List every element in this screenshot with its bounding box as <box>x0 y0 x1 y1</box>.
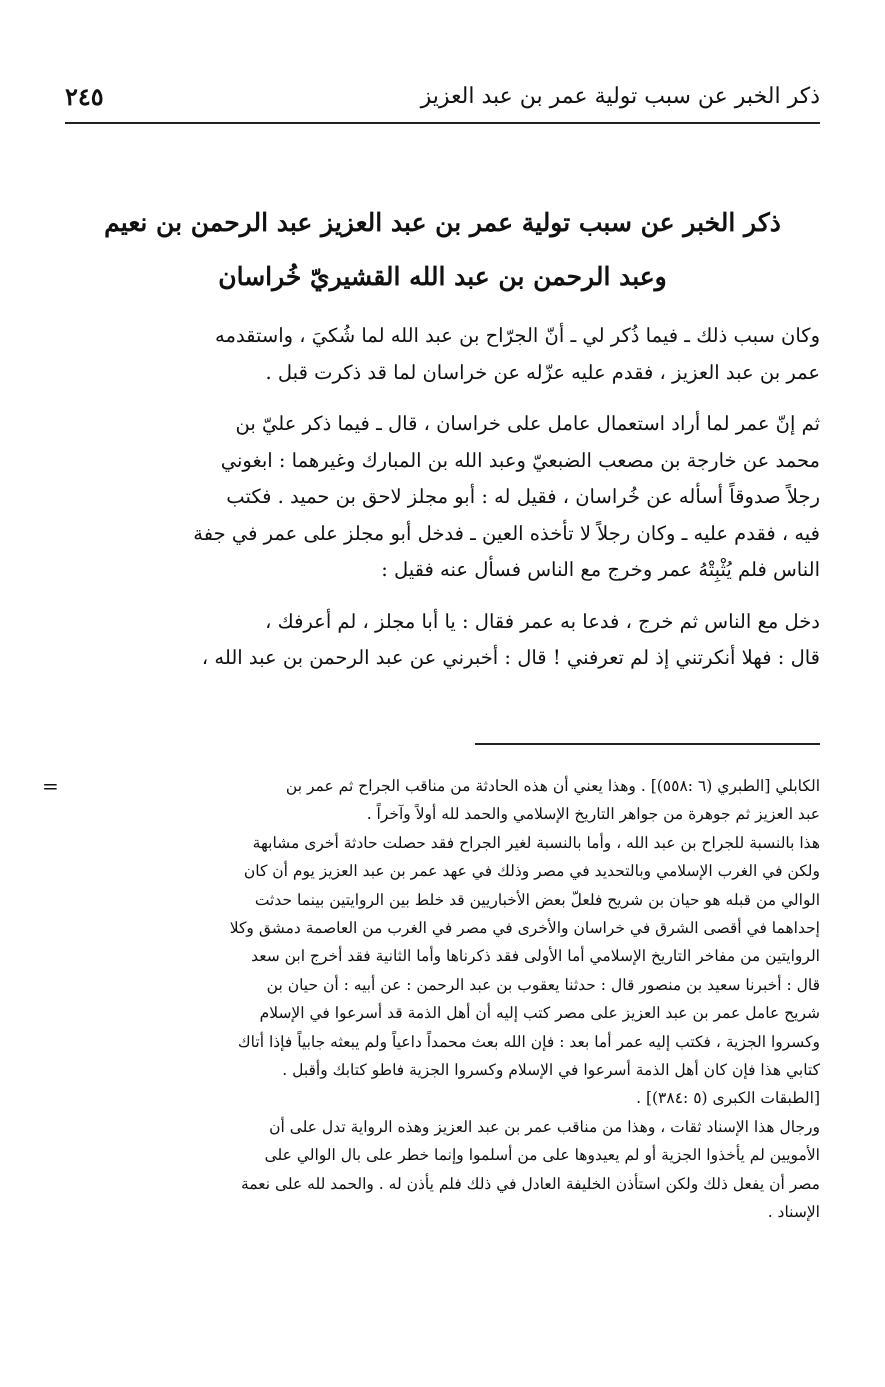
page-header <box>65 80 820 122</box>
text-line: الناس فلم يُثْبِتْهُ عمر وخرج مع الناس فسأل عنه فقيل : <box>381 558 820 581</box>
footnote-line: إحداهما في أقصى الشرق في خراسان والأخرى في مصر في الغرب من العاصمة دمشق وكلا <box>229 919 820 938</box>
footnote-line: الكابلي [الطبري (٦ :٥٥٨)] . وهذا يعني أن هذه الحادثة من مناقب الجراح ثم عمر بن <box>285 777 820 795</box>
footnote-line: هذا بالنسبة للجراح بن عبد الله ، وأما بالنسبة لغير الجراح فقد حصلت حادثة أخرى مشابهة <box>252 833 820 852</box>
header-rule <box>65 122 820 124</box>
footnote-line: قال : أخبرنا سعيد بن منصور قال : حدثنا يعقوب بن عبد الرحمن : عن أبيه : أن حيان بن <box>266 975 820 994</box>
text-line: وكان سبب ذلك ـ فيما ذُكر لي ـ أنّ الجرّاح بن عبد الله لما شُكيَ ، واستقدمه <box>215 324 820 347</box>
footnote-paragraph-2 <box>65 829 820 1113</box>
footnote-line: الوالي من قبله هو حيان بن شريح فلعلّ بعض الأخباريين قد خلط بين الروايتين بينما حدثت <box>254 890 820 909</box>
paragraph-3 <box>65 604 820 677</box>
footnote-continuation-mark: = <box>42 774 59 798</box>
text-line: رجلاً صدوقاً أسأله عن خُراسان ، فقيل له : أبو مجلز لاحق بن حميد . فكتب <box>226 485 820 508</box>
footnote-paragraph-1 <box>65 772 820 829</box>
paragraph-2 <box>65 406 820 589</box>
footnotes <box>65 772 820 1227</box>
footnote-line: كتابي هذا فإن كان أهل الذمة أسرعوا في الإسلام وكسروا الجزية فاطو كتابك وأقبل . <box>282 1061 820 1080</box>
heading-line-1: ذكر الخبر عن سبب تولية عمر بن عبد العزيز عبد الرحمن بن نعيم <box>104 208 781 237</box>
footnote-line: مصر أن يفعل ذلك ولكن استأذن الخليفة العادل في ذلك فلم يأذن له . والحمد لله على نعمة <box>240 1174 820 1193</box>
footnote-line: الروايتين من مفاخر التاريخ الإسلامي أما الأولى فقد ذكرناها وأما الثانية فقد أخرج ابن سعد <box>251 947 820 966</box>
paragraph-1 <box>65 318 820 391</box>
text-line: ثم إنّ عمر لما أراد استعمال عامل على خراسان ، قال ـ فيما ذكر عليّ بن <box>235 412 820 435</box>
footnote-separator <box>475 743 820 745</box>
text-line: عمر بن عبد العزيز ، فقدم عليه عزّله عن خراسان لما قد ذكرت قبل . <box>265 360 820 384</box>
main-text <box>65 318 820 692</box>
section-heading <box>65 196 820 304</box>
text-line: قال : فهلا أنكرتني إذ لم تعرفني ! قال : أخبرني عن عبد الرحمن بن عبد الله ، <box>201 646 820 669</box>
footnote-line: ورجال هذا الإسناد ثقات ، وهذا من مناقب عمر بن عبد العزيز وهذه الرواية تدل على أن <box>269 1117 820 1136</box>
heading-line-2: وعبد الرحمن بن عبد الله القشيريّ خُراسان <box>218 262 667 291</box>
footnote-line: عبد العزيز ثم جوهرة من جواهر التاريخ الإسلامي والحمد لله أولاً وآخراً . <box>366 805 820 824</box>
page-number: ٢٤٥ <box>65 82 104 111</box>
text-line: دخل مع الناس ثم خرج ، فدعا به عمر فقال : يا أبا مجلز ، لم أعرفك ، <box>265 609 820 633</box>
running-title: ذكر الخبر عن سبب تولية عمر بن عبد العزيز <box>420 84 820 109</box>
footnote-line: ولكن في الغرب الإسلامي وبالتحديد في مصر وذلك في عهد عمر بن عبد العزيز يوم أن كان <box>243 862 820 881</box>
footnote-line: الأمويين لم يأخذوا الجزية أو لم يعيدوها على من أسلموا وإنما خطر على بال الوالي على <box>264 1146 820 1165</box>
footnote-line: شريح عامل عمر بن عبد العزيز على مصر كتب إليه أن أهل الذمة قد أسرعوا في الإسلام <box>259 1004 820 1023</box>
footnote-line: الإسناد . <box>767 1203 820 1222</box>
footnote-line: [الطبقات الكبرى (٥ :٣٨٤)] . <box>636 1089 820 1108</box>
footnote-paragraph-3 <box>65 1113 820 1227</box>
text-line: فيه ، فقدم عليه ـ وكان رجلاً لا تأخذه العين ـ فدخل أبو مجلز على عمر في جفة <box>193 521 820 545</box>
footnote-line: وكسروا الجزية ، فكتب إليه عمر أما بعد : فإن الله بعث محمداً داعياً ولم يبعثه جابياً فإذا أتاك <box>237 1032 820 1051</box>
text-line: محمد عن خارجة بن مصعب الضبعيّ وعبد الله بن المبارك وغيرهما : ابغوني <box>220 448 820 472</box>
